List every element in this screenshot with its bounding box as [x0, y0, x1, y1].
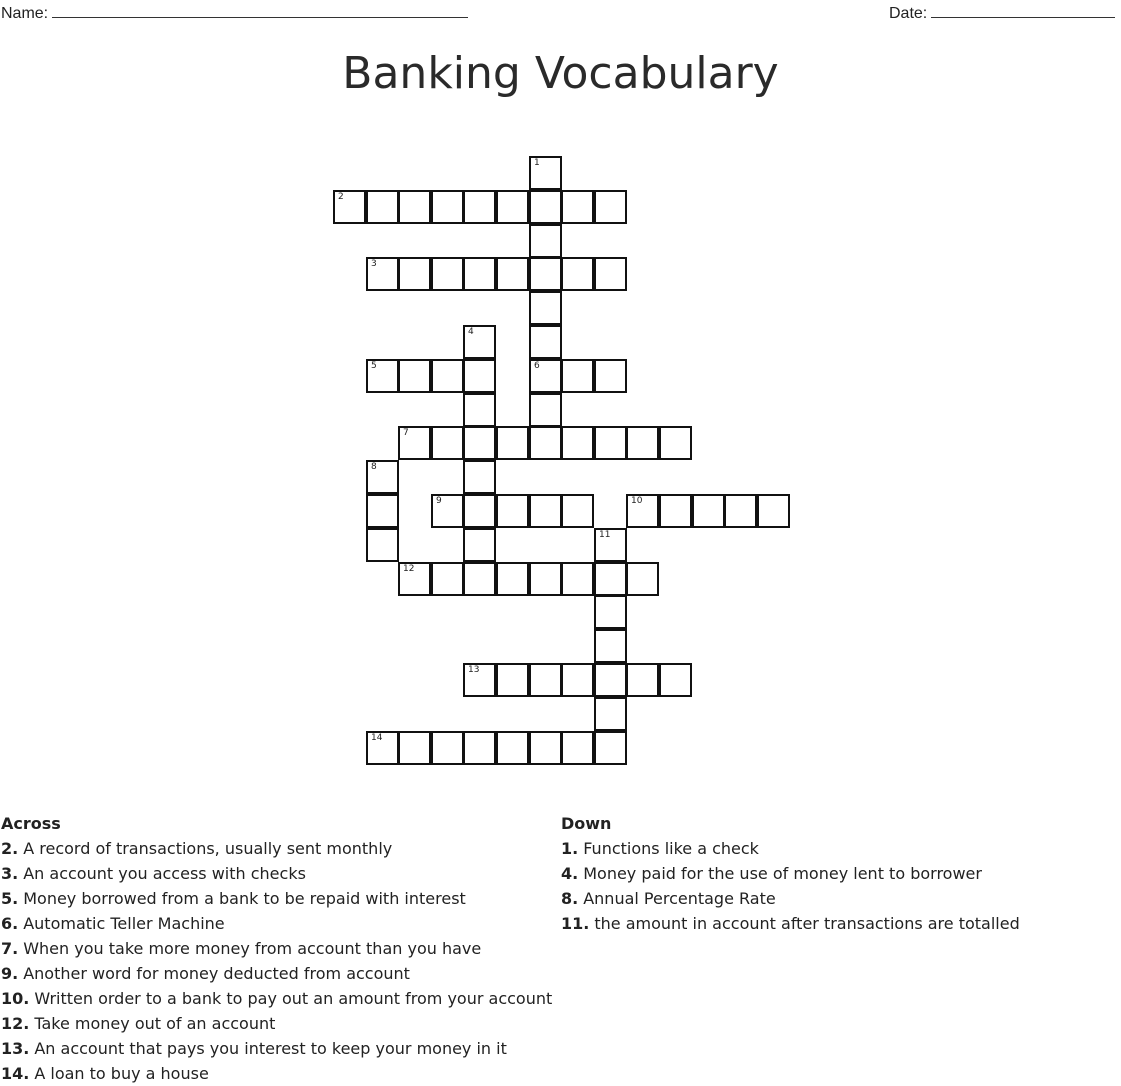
crossword-cell[interactable] — [463, 257, 496, 291]
crossword-cell[interactable] — [529, 562, 562, 596]
clue-text: A record of transactions, usually sent monthly — [23, 839, 393, 858]
across-clue — [1, 936, 551, 961]
down-clue-list — [561, 836, 1121, 936]
down-heading: Down — [561, 814, 612, 833]
across-clue — [1, 1011, 551, 1036]
clue-text: A loan to buy a house — [34, 1064, 209, 1083]
crossword-cell[interactable] — [561, 190, 594, 224]
down-clue — [561, 886, 1121, 911]
crossword-cell[interactable] — [398, 190, 431, 224]
clue-number: 5. — [1, 889, 19, 908]
across-clue — [1, 986, 551, 1011]
crossword-cell[interactable] — [366, 359, 399, 393]
crossword-cell[interactable] — [463, 359, 496, 393]
crossword-cell[interactable] — [366, 460, 399, 494]
across-clues — [1, 811, 551, 1086]
down-clues — [561, 811, 1121, 936]
crossword-cell[interactable] — [659, 663, 692, 697]
crossword-cell[interactable] — [398, 426, 431, 460]
date-field[interactable] — [889, 3, 1115, 23]
crossword-cell[interactable] — [594, 731, 627, 765]
cell-number: 7 — [403, 428, 409, 438]
crossword-cell[interactable] — [529, 291, 562, 325]
crossword-cell[interactable] — [333, 190, 366, 224]
crossword-cell[interactable] — [757, 494, 790, 528]
crossword-cell[interactable] — [594, 663, 627, 697]
crossword-cell[interactable] — [431, 494, 464, 528]
clue-text: Automatic Teller Machine — [23, 914, 225, 933]
crossword-cell[interactable] — [594, 426, 627, 460]
cell-number: 1 — [534, 158, 540, 168]
across-clue — [1, 911, 551, 936]
crossword-cell[interactable] — [561, 426, 594, 460]
crossword-cell[interactable] — [724, 494, 757, 528]
clue-text: Written order to a bank to pay out an amount from your account — [34, 989, 553, 1008]
crossword-cell[interactable] — [366, 528, 399, 562]
crossword-cell[interactable] — [366, 494, 399, 528]
clue-number: 13. — [1, 1039, 30, 1058]
crossword-cell[interactable] — [529, 325, 562, 359]
cell-number: 8 — [371, 462, 377, 472]
crossword-cell[interactable] — [398, 731, 431, 765]
clue-text: An account you access with checks — [23, 864, 306, 883]
clue-number: 11. — [561, 914, 590, 933]
across-clue — [1, 836, 551, 861]
page-title: Banking Vocabulary — [342, 48, 779, 99]
cell-number: 12 — [403, 564, 415, 574]
date-label: Date: — [889, 5, 928, 22]
crossword-cell[interactable] — [431, 359, 464, 393]
cell-number: 10 — [631, 496, 643, 506]
cell-number: 4 — [468, 327, 474, 337]
crossword-cell[interactable] — [496, 190, 529, 224]
across-clue — [1, 1061, 551, 1086]
cell-number: 13 — [468, 665, 480, 675]
cell-number: 11 — [599, 530, 611, 540]
name-blank-line[interactable] — [52, 3, 468, 18]
crossword-cell[interactable] — [594, 359, 627, 393]
crossword-cell[interactable] — [463, 663, 496, 697]
crossword-cell[interactable] — [431, 190, 464, 224]
clue-text: When you take more money from account than you have — [23, 939, 482, 958]
cell-number: 5 — [371, 361, 377, 371]
down-clue — [561, 861, 1121, 886]
across-clue — [1, 1036, 551, 1061]
across-clue — [1, 861, 551, 886]
crossword-cell[interactable] — [431, 257, 464, 291]
crossword-cell[interactable] — [529, 257, 562, 291]
crossword-cell[interactable] — [594, 257, 627, 291]
crossword-cell[interactable] — [463, 494, 496, 528]
crossword-cell[interactable] — [398, 257, 431, 291]
clue-number: 10. — [1, 989, 30, 1008]
crossword-cell[interactable] — [561, 494, 594, 528]
crossword-cell[interactable] — [561, 257, 594, 291]
crossword-cell[interactable] — [398, 562, 431, 596]
crossword-cell[interactable] — [431, 426, 464, 460]
crossword-cell[interactable] — [626, 663, 659, 697]
crossword-cell[interactable] — [594, 629, 627, 663]
crossword-cell[interactable] — [463, 190, 496, 224]
cell-number: 9 — [436, 496, 442, 506]
clue-number: 2. — [1, 839, 19, 858]
crossword-cell[interactable] — [659, 494, 692, 528]
crossword-cell[interactable] — [529, 426, 562, 460]
crossword-cell[interactable] — [463, 731, 496, 765]
crossword-cell[interactable] — [463, 325, 496, 359]
crossword-cell[interactable] — [496, 562, 529, 596]
crossword-cell[interactable] — [626, 562, 659, 596]
crossword-cell[interactable] — [529, 359, 562, 393]
crossword-cell[interactable] — [496, 426, 529, 460]
crossword-cell[interactable] — [529, 494, 562, 528]
crossword-cell[interactable] — [594, 528, 627, 562]
clue-text: Money paid for the use of money lent to borrower — [583, 864, 982, 883]
cell-number: 14 — [371, 733, 383, 743]
crossword-cell[interactable] — [561, 562, 594, 596]
clue-number: 3. — [1, 864, 19, 883]
crossword-cell[interactable] — [626, 426, 659, 460]
crossword-cell[interactable] — [529, 663, 562, 697]
name-label: Name: — [1, 5, 49, 22]
name-field[interactable] — [1, 3, 468, 23]
clue-text: An account that pays you interest to keep your money in it — [34, 1039, 507, 1058]
clue-number: 4. — [561, 864, 579, 883]
crossword-cell[interactable] — [626, 494, 659, 528]
clue-number: 9. — [1, 964, 19, 983]
crossword-cell[interactable] — [692, 494, 725, 528]
crossword-cell[interactable] — [431, 731, 464, 765]
crossword-cell[interactable] — [366, 731, 399, 765]
crossword-cell[interactable] — [496, 257, 529, 291]
across-clue — [1, 886, 551, 911]
crossword-cell[interactable] — [431, 562, 464, 596]
clue-number: 6. — [1, 914, 19, 933]
crossword-cell[interactable] — [594, 190, 627, 224]
crossword-cell[interactable] — [561, 359, 594, 393]
crossword-cell[interactable] — [463, 562, 496, 596]
cell-number: 3 — [371, 259, 377, 269]
crossword-cell[interactable] — [529, 156, 562, 190]
clue-text: Functions like a check — [583, 839, 759, 858]
date-blank-line[interactable] — [931, 3, 1115, 18]
clue-number: 1. — [561, 839, 579, 858]
down-clue — [561, 836, 1121, 861]
crossword-cell[interactable] — [463, 426, 496, 460]
cell-number: 2 — [338, 192, 344, 202]
crossword-cell[interactable] — [463, 528, 496, 562]
crossword-cell[interactable] — [496, 663, 529, 697]
clue-number: 7. — [1, 939, 19, 958]
crossword-cell[interactable] — [463, 393, 496, 427]
crossword-cell[interactable] — [529, 190, 562, 224]
crossword-cell[interactable] — [529, 731, 562, 765]
crossword-cell[interactable] — [659, 426, 692, 460]
clue-number: 12. — [1, 1014, 30, 1033]
clue-text: the amount in account after transactions are totalled — [594, 914, 1020, 933]
across-clue — [1, 961, 551, 986]
crossword-cell[interactable] — [496, 731, 529, 765]
clue-number: 14. — [1, 1064, 30, 1083]
crossword-cell[interactable] — [594, 595, 627, 629]
crossword-cell[interactable] — [496, 494, 529, 528]
clue-text: Annual Percentage Rate — [583, 889, 776, 908]
crossword-cell[interactable] — [398, 359, 431, 393]
crossword-cell[interactable] — [529, 224, 562, 258]
crossword-cell[interactable] — [366, 190, 399, 224]
across-heading: Across — [1, 814, 61, 833]
across-clue-list — [1, 836, 551, 1086]
down-clue — [561, 911, 1121, 936]
crossword-cell[interactable] — [594, 562, 627, 596]
crossword-cell[interactable] — [366, 257, 399, 291]
clue-number: 8. — [561, 889, 579, 908]
crossword-cell[interactable] — [561, 731, 594, 765]
crossword-cell[interactable] — [594, 697, 627, 731]
clue-text: Take money out of an account — [34, 1014, 276, 1033]
clue-text: Money borrowed from a bank to be repaid with interest — [23, 889, 466, 908]
crossword-cell[interactable] — [561, 663, 594, 697]
crossword-cell[interactable] — [529, 393, 562, 427]
clue-text: Another word for money deducted from account — [23, 964, 410, 983]
crossword-cell[interactable] — [463, 460, 496, 494]
cell-number: 6 — [534, 361, 540, 371]
